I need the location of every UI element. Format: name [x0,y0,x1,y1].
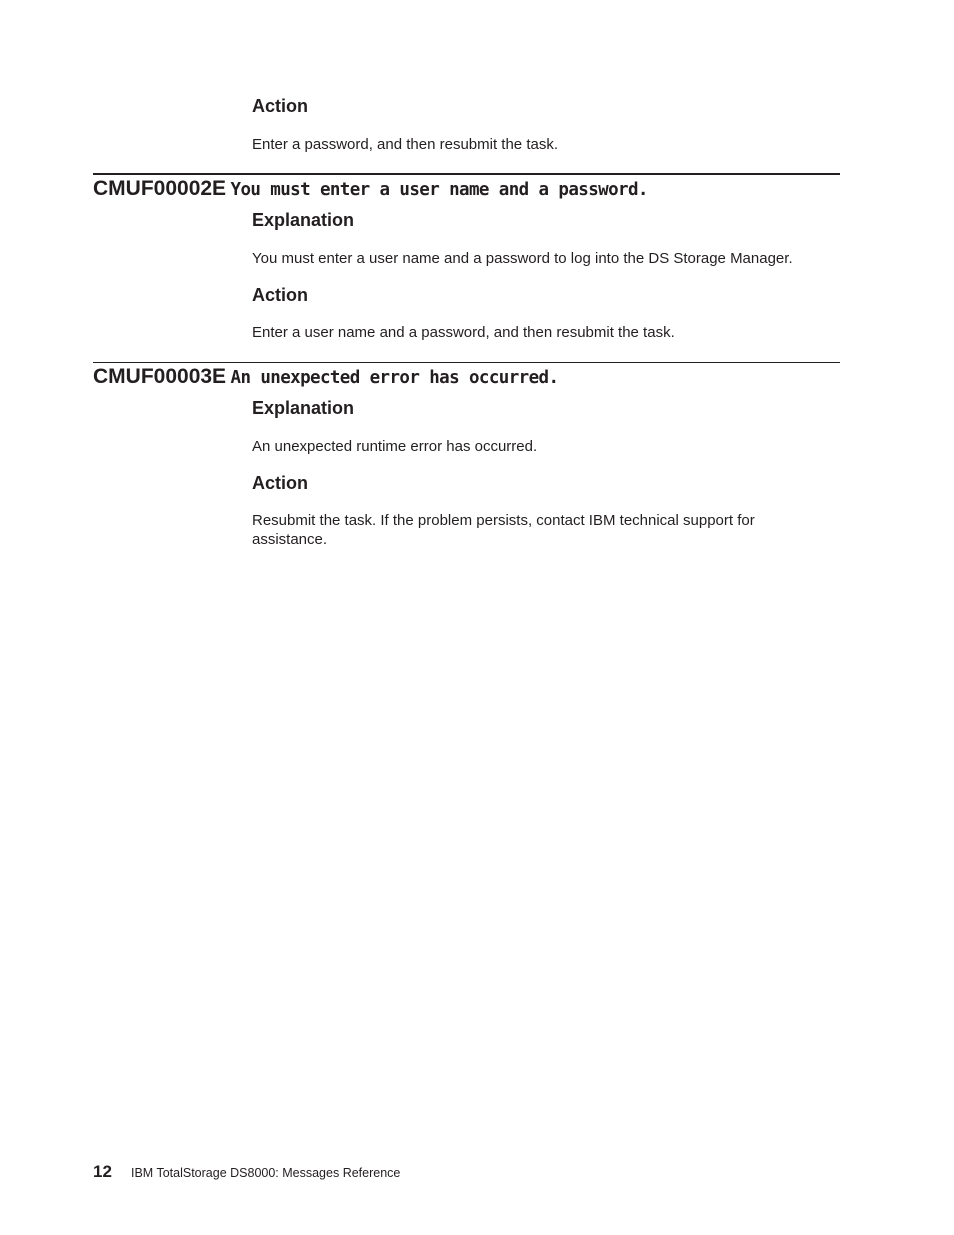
message-id: CMUF00002E [93,177,227,200]
action-text: Resubmit the task. If the problem persists, contact IBM technical support for assistance. [252,512,755,548]
explanation-heading: Explanation [252,210,355,230]
explanation-heading: Explanation [252,398,355,418]
message-text: You must enter a user name and a password. [230,180,648,200]
message-header [93,176,648,203]
book-title: IBM TotalStorage DS8000: Messages Reference [131,1166,401,1180]
message-header [93,364,558,391]
action-heading: Action [252,473,308,493]
action-heading: Action [252,96,308,116]
action-heading: Action [252,285,308,305]
action-text: Enter a password, and then resubmit the task. [252,136,558,153]
page-number: 12 [93,1162,112,1181]
action-text: Enter a user name and a password, and then resubmit the task. [252,324,675,341]
section-divider [93,173,840,175]
explanation-text: You must enter a user name and a password to log into the DS Storage Manager. [252,250,793,267]
message-text: An unexpected error has occurred. [230,368,559,388]
explanation-text: An unexpected runtime error has occurred. [252,438,538,455]
message-id: CMUF00003E [93,365,227,388]
section-divider [93,362,840,363]
